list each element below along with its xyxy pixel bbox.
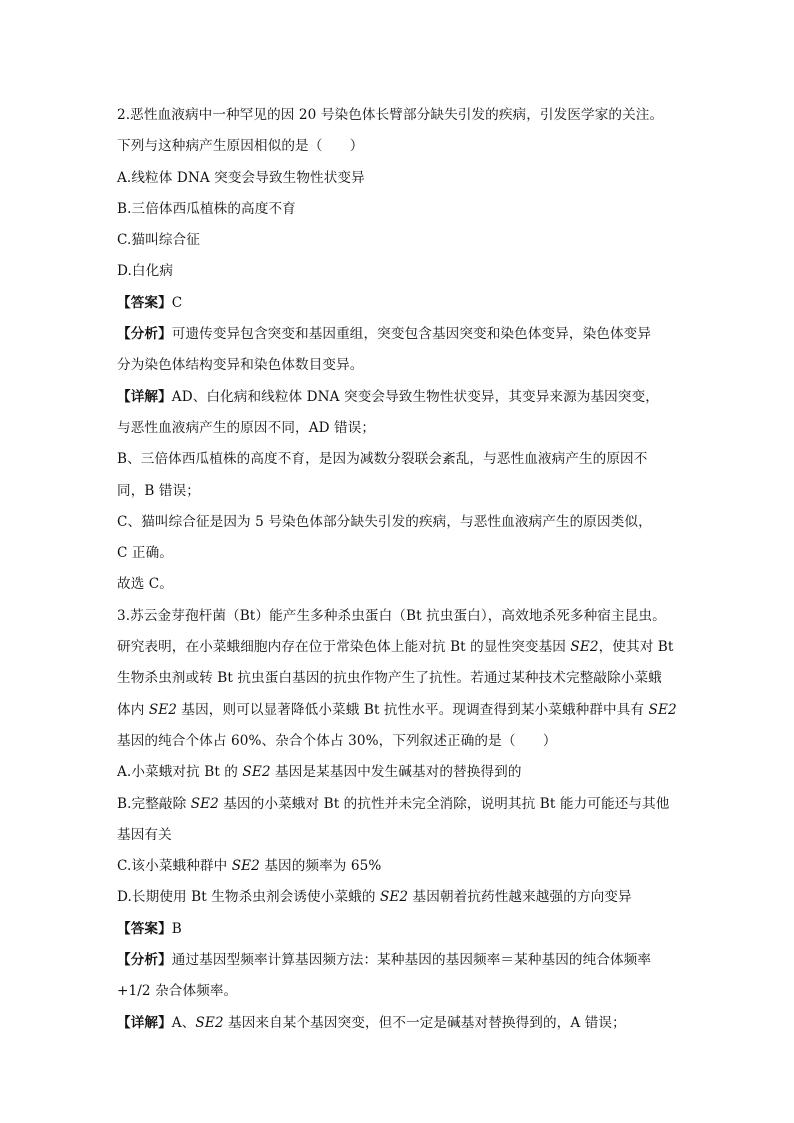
text-line — [117, 882, 677, 913]
line-text: 通过基因型频率计算基因频方法：某种基因的基因频率＝某种基因的纯合体频率 — [171, 952, 652, 969]
text-line — [117, 256, 677, 287]
section-tag: 【分析】 — [117, 326, 172, 343]
line-text: 基因的纯合个体占 60%、杂合个体占 30%，下列叙述正确的是（ ） — [117, 732, 557, 749]
text-line — [117, 319, 677, 350]
gene-symbol: SE2 — [195, 1014, 224, 1031]
line-text: 生物杀虫剂或转 Bt 抗虫蛋白基因的抗虫作物产生了抗性。若通过某种技术完整敲除小菜蛾 — [117, 670, 662, 687]
line-text: C.猫叫综合征 — [117, 232, 200, 249]
text-line — [117, 413, 677, 444]
line-text: A、SE2 基因来自某个基因突变，但不一定是碱基对替换得到的，A 错误； — [171, 1014, 626, 1031]
text-line — [117, 163, 677, 194]
gene-symbol: SE2 — [570, 639, 599, 656]
text-line — [117, 225, 677, 256]
line-text: 同，B 错误； — [117, 482, 200, 499]
line-text: 与恶性血液病产生的原因不同，AD 错误； — [117, 419, 376, 436]
text-line — [117, 507, 677, 538]
line-text: 分为染色体结构变异和染色体数目变异。 — [117, 357, 364, 374]
text-line — [117, 382, 677, 413]
line-text: AD、白化病和线粒体 DNA 突变会导致生物性状变异，其变异来源为基因突变， — [171, 388, 659, 405]
text-line — [117, 350, 677, 381]
text-line — [117, 726, 677, 757]
gene-symbol: SE2 — [148, 701, 177, 718]
section-tag: 【答案】 — [117, 294, 172, 311]
line-text: 故选 C。 — [117, 576, 174, 593]
text-line — [117, 1008, 677, 1039]
line-text: C、猫叫综合征是因为 5 号染色体部分缺失引发的疾病，与恶性血液病产生的原因类似， — [117, 513, 652, 530]
text-line — [117, 538, 677, 569]
section-tag: 【答案】 — [117, 920, 172, 937]
line-text: A.小菜蛾对抗 Bt 的 SE2 基因是某基因中发生碱基对的替换得到的 — [117, 764, 522, 781]
text-line — [117, 914, 677, 945]
gene-symbol: SE2 — [648, 701, 677, 718]
text-line — [117, 601, 677, 632]
text-line — [117, 288, 677, 319]
gene-symbol: SE2 — [231, 858, 260, 875]
text-line — [117, 757, 677, 788]
line-text: 基因有关 — [117, 826, 172, 843]
text-line — [117, 945, 677, 976]
gene-symbol: SE2 — [190, 795, 219, 812]
text-line — [117, 663, 677, 694]
text-line — [117, 569, 677, 600]
text-line — [117, 695, 677, 726]
text-line — [117, 820, 677, 851]
line-text: B — [171, 920, 182, 937]
text-line — [117, 194, 677, 225]
line-text: C.该小菜蛾种群中 SE2 基因的频率为 65% — [117, 858, 382, 875]
text-line — [117, 789, 677, 820]
text-line — [117, 851, 677, 882]
line-text: +1/2 杂合体频率。 — [117, 983, 238, 1000]
line-text: B.三倍体西瓜植株的高度不育 — [117, 200, 296, 217]
line-text: D.长期使用 Bt 生物杀虫剂会诱使小菜蛾的 SE2 基因朝着抗药性越来越强的方向变异 — [117, 889, 632, 906]
line-text: B.完整敲除 SE2 基因的小菜蛾对 Bt 的抗性并未完全消除，说明其抗 Bt 能力可能还与其他 — [117, 795, 670, 812]
gene-symbol: SE2 — [379, 889, 409, 906]
document-body — [117, 100, 677, 1039]
line-text: A.线粒体 DNA 突变会导致生物性状变异 — [117, 169, 365, 186]
text-line — [117, 131, 677, 162]
line-text: B、三倍体西瓜植株的高度不育，是因为减数分裂联会紊乱，与恶性血液病产生的原因不 — [117, 451, 648, 468]
text-line — [117, 632, 677, 663]
text-line — [117, 476, 677, 507]
text-line — [117, 976, 677, 1007]
text-line — [117, 444, 677, 475]
text-line — [117, 100, 677, 131]
line-text: C 正确。 — [117, 545, 174, 562]
line-text: 可遗传变异包含突变和基因重组，突变包含基因突变和染色体变异，染色体变异 — [171, 326, 652, 343]
line-text: 3.苏云金芽孢杆菌（Bt）能产生多种杀虫蛋白（Bt 抗虫蛋白），高效地杀死多种宿主昆虫。 — [117, 607, 666, 624]
line-text: 体内 SE2 基因，则可以显著降低小菜蛾 Bt 抗性水平。现调查得到某小菜蛾种群中具有 SE2 — [117, 701, 677, 718]
line-text: 2.恶性血液病中一种罕见的因 20 号染色体长臂部分缺失引发的疾病，引发医学家的关注。 — [117, 107, 664, 123]
line-text: D.白化病 — [117, 263, 174, 280]
line-text: 下列与这种病产生原因相似的是（ ） — [117, 138, 364, 155]
line-text: 研究表明，在小菜蛾细胞内存在位于常染色体上能对抗 Bt 的显性突变基因 SE2，使其对 Bt — [117, 639, 674, 656]
section-tag: 【详解】 — [117, 1014, 172, 1031]
section-tag: 【详解】 — [117, 388, 172, 405]
section-tag: 【分析】 — [117, 952, 172, 969]
line-text: C — [171, 294, 183, 311]
gene-symbol: SE2 — [242, 764, 271, 781]
